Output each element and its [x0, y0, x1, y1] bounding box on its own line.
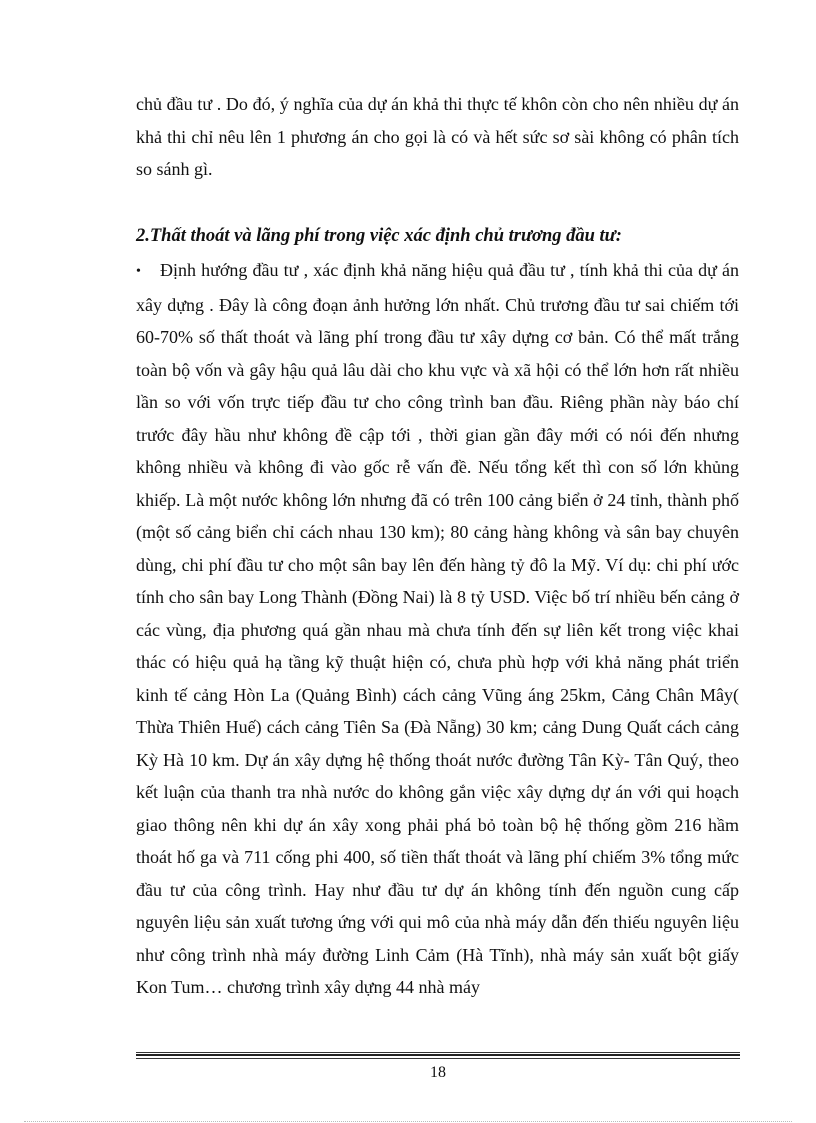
bullet-icon: • [136, 264, 141, 279]
page-bottom-divider [24, 1121, 792, 1122]
paragraph-bullet [136, 254, 739, 1004]
footer-rule-middle [136, 1054, 740, 1056]
page-number: 18 [430, 1064, 446, 1081]
bullet-paragraph-text: Định hướng đầu tư , xác định khả năng hiệu quả đầu tư , tính khả thi của dự án xây dựng . Đây là công đoạn ảnh hưởng lớn nhất. Chủ trương đầu tư sai chiếm tới 60-70% số thất thoát và lãng phí trong đầu tư xây dựng cơ bản. Có thể mất trắng toàn bộ vốn và gây hậu quả lâu dài cho khu vực và xã hội có thể lớn hơn rất nhiều lần so với vốn trực tiếp đầu tư cho công trình ban đầu. Riêng phần này báo chí trước đây hầu như không đề cập tới , thời gian gần đây mới có nói đến nhưng không nhiều và không đi vào gốc rễ vấn đề. Nếu tổng kết thì con số lớn khủng khiếp. Là một nước không lớn nhưng đã có trên 100 cảng biển ở 24 tỉnh, thành phố (một số cảng biển chỉ cách nhau 130 km); 80 cảng hàng không và sân bay chuyên dùng, chi phí đầu tư cho một sân bay lên đến hàng tỷ đô la Mỹ. Ví dụ: chi phí ước tính cho sân bay Long Thành (Đồng Nai) là 8 tỷ USD. Việc bố trí nhiều bến cảng ở các vùng, địa phương quá gần nhau mà chưa tính đến sự liên kết trong việc khai thác có hiệu quả hạ tầng kỹ thuật hiện có, chưa phù hợp với khả năng phát triển kinh tế cảng Hòn La (Quảng Bình) cách cảng Vũng áng 25km, Cảng Chân Mây( Thừa Thiên Huế) cách cảng Tiên Sa (Đà Nẵng) 30 km; cảng Dung Quất cách cảng Kỳ Hà 10 km. Dự án xây dựng hệ thống thoát nước đường Tân Kỳ- Tân Quý, theo kết luận của thanh tra nhà nước do không gắn việc xây dựng dự án với qui hoạch giao thông nên khi dự án xây xong phải phá bỏ toàn bộ hệ thống gồm 216 hầm thoát hố ga và 711 cống phi 400, số tiền thất thoát và lãng phí chiếm 3% tổng mức đầu tư của công trình. Hay như đầu tư dự án không tính đến nguồn cung cấp nguyên liệu sản xuất tương ứng với qui mô của nhà máy dẫn đến thiếu nguyên liệu như công trình nhà máy đường Linh Cảm (Hà Tĩnh), nhà máy sản xuất bột giấy Kon Tum… chương trình xây dựng 44 nhà máy [136, 260, 739, 997]
footer-rule-top [136, 1052, 740, 1053]
paragraph-intro: chủ đầu tư . Do đó, ý nghĩa của dự án khả thi thực tế khôn còn cho nên nhiều dự án khả thi chỉ nêu lên 1 phương án cho gọi là có và hết sức sơ sài không có phân tích so sánh gì. [136, 94, 739, 179]
section-heading: 2.Thất thoát và lãng phí trong việc xác định chủ trương đầu tư: [136, 226, 622, 246]
footer-rule-bottom [136, 1058, 740, 1059]
